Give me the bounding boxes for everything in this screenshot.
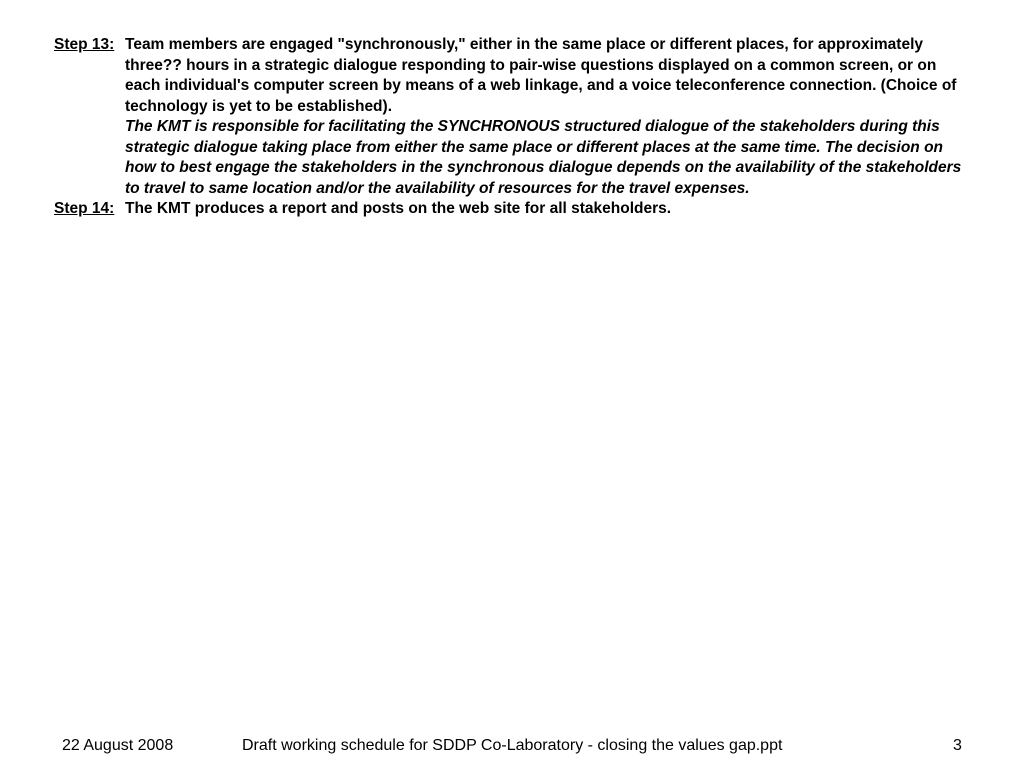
footer-title: Draft working schedule for SDDP Co-Laboratory - closing the values gap.ppt [242, 737, 783, 754]
footer-date: 22 August 2008 [62, 737, 174, 754]
step-14-text: The KMT produces a report and posts on the web site for all stakeholders. [125, 200, 672, 217]
step-13-text: Team members are engaged "synchronously," either in the same place or different places, for approximately three?? hours in a strategic dialogue responding to pair-wise questions displayed on a common screen, or on each individual's computer screen by means of a web linkage, and a voice teleconference connection. (Choice of technology is yet to be established). [125, 36, 957, 115]
step-13-note: The KMT is responsible for facilitating the SYNCHRONOUS structured dialogue of the stakeholders during this strategic dialogue taking place from either the same place or different places at the same time. The decision on how to best engage the stakeholders in the synchronous dialogue depends on the availability of the stakeholders to travel to same location and/or the availability of resources for the travel expenses. [125, 118, 962, 197]
step-13 [54, 35, 974, 199]
step-14-content [125, 199, 974, 220]
step-13-content [125, 35, 974, 199]
slide-body [54, 35, 974, 220]
footer-page-number: 3 [953, 737, 962, 754]
step-13-label: Step 13: [54, 36, 115, 53]
step-14-label: Step 14: [54, 200, 115, 217]
step-14 [54, 199, 974, 220]
